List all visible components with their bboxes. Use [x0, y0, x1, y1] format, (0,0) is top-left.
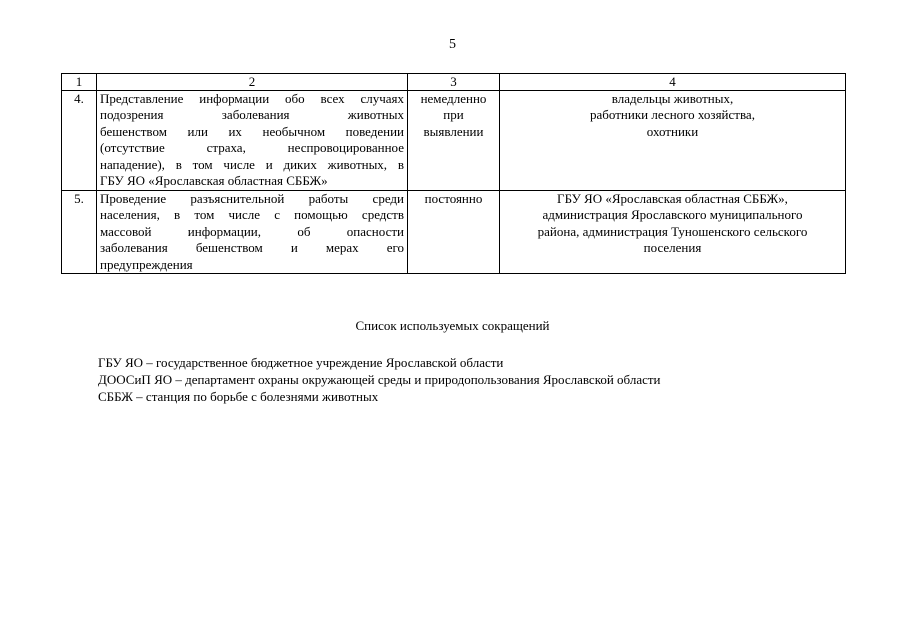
measure-responsible	[500, 190, 846, 274]
header-col-4: 4	[500, 74, 846, 91]
header-col-3: 3	[408, 74, 500, 91]
table-row	[62, 90, 846, 190]
description-line: предупреждения	[100, 256, 193, 272]
responsible-line: работники лесного хозяйства,	[590, 107, 755, 123]
measure-timing	[408, 90, 500, 190]
description-line: бешенством или их необычном поведении	[100, 123, 404, 139]
responsible-line: района, администрация Туношенского сельского	[537, 223, 808, 239]
abbreviations-title: Список используемых сокращений	[355, 318, 550, 333]
measure-description	[97, 190, 408, 274]
abbreviation-item: СББЖ – станция по борьбе с болезнями животных	[98, 388, 379, 404]
description-line: нападение), в том числе и диких животных, в	[100, 156, 404, 172]
abbreviation-item: ГБУ ЯО – государственное бюджетное учреждение Ярославской области	[98, 355, 504, 370]
measure-timing	[408, 190, 500, 274]
timing-line: выявлении	[423, 123, 484, 139]
responsible-line: ГБУ ЯО «Ярославская областная СББЖ»,	[557, 190, 788, 206]
responsible-line: администрация Ярославского муниципального	[542, 207, 803, 223]
measure-responsible	[500, 90, 846, 190]
abbreviations-list	[98, 355, 661, 406]
measures-table	[61, 73, 846, 274]
timing-line: при	[443, 107, 464, 123]
description-line: заболевания бешенством и мерах его	[100, 240, 404, 256]
header-col-1: 1	[62, 74, 97, 91]
row-number: 5.	[62, 190, 97, 274]
description-line: Представление информации обо всех случаях	[100, 90, 404, 106]
description-line: ГБУ ЯО «Ярославская областная СББЖ»	[100, 173, 328, 189]
table-header-row	[62, 74, 846, 91]
description-line: населения, в том числе с помощью средств	[100, 207, 404, 223]
header-col-2: 2	[97, 74, 408, 91]
description-line: массовой информации, об опасности	[100, 223, 404, 239]
description-line: (отсутствие страха, неспровоцированное	[100, 140, 404, 156]
timing-line: постоянно	[424, 190, 483, 206]
responsible-line: поселения	[643, 240, 702, 256]
row-number: 4.	[62, 90, 97, 190]
abbreviation-item: ДООСиП ЯО – департамент охраны окружающей среды и природопользования Ярославской области	[98, 371, 661, 387]
description-line: Проведение разъяснительной работы среди	[100, 190, 404, 206]
responsible-line: охотники	[646, 123, 699, 139]
table-row	[62, 190, 846, 274]
responsible-line: владельцы животных,	[611, 90, 734, 106]
page-number: 5	[449, 37, 456, 52]
description-line: подозрения заболевания животных	[100, 107, 404, 123]
timing-line: немедленно	[420, 90, 487, 106]
measure-description	[97, 90, 408, 190]
